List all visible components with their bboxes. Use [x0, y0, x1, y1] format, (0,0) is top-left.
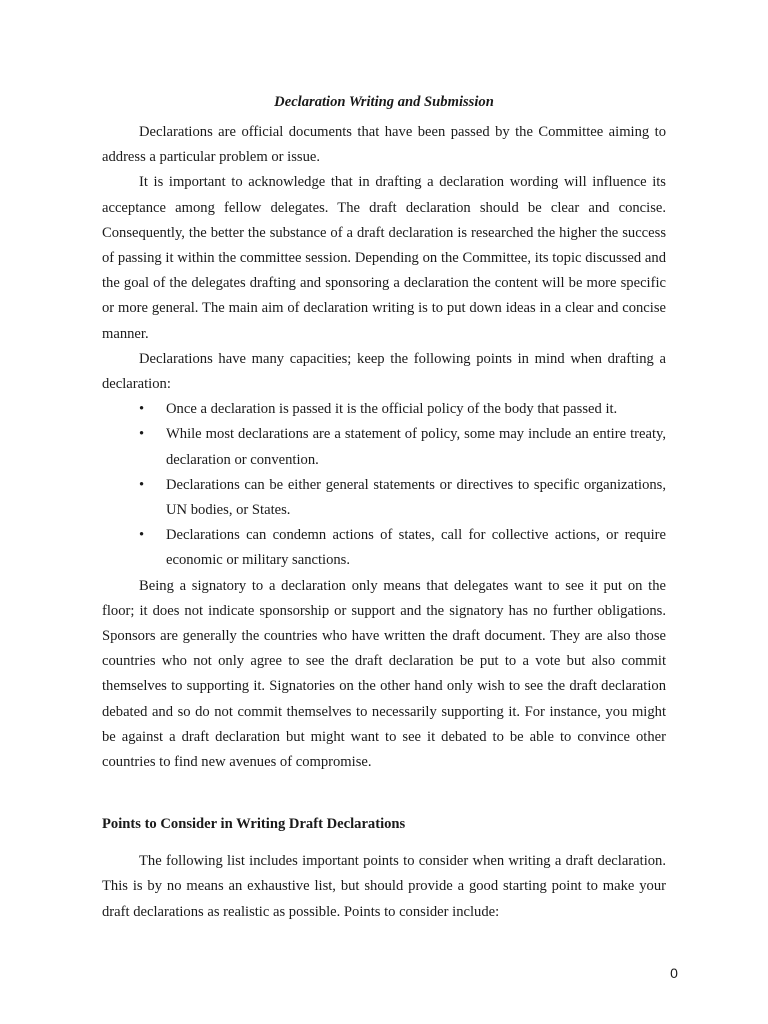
paragraph-drafting: It is important to acknowledge that in drafting a declaration wording will influence its acceptance among fellow delegates. The draft declaration should be clear and concise. Consequently, the better the substance of a draft declaration is researched the higher the success of passing it within the committee session. Depending on the Committee, its topic discussed and the goal of the delegates drafting and sponsoring a declaration the content will be more specific or more general. The main aim of declaration writing is to put down ideas in a clear and concise manner. [102, 174, 666, 342]
document-page [102, 90, 666, 925]
list-item: • Declarations can condemn actions of states, call for collective actions, or require economic or military sanctions. [166, 523, 666, 573]
section-heading: Points to Consider in Writing Draft Declarations [102, 816, 406, 833]
list-item: • Once a declaration is passed it is the official policy of the body that passed it. [166, 397, 666, 422]
capacities-list [102, 397, 666, 573]
list-item: • While most declarations are a statement of policy, some may include an entire treaty, declaration or convention. [166, 422, 666, 472]
list-item: • Declarations can be either general statements or directives to specific organizations, UN bodies, or States. [166, 473, 666, 523]
paragraph-definition: Declarations are official documents that have been passed by the Committee aiming to address a particular problem or issue. [102, 124, 666, 166]
page-number: 0 [670, 965, 678, 981]
paragraph-points-intro: The following list includes important points to consider when writing a draft declaration. This is by no means an exhaustive list, but should provide a good starting point to make your draft declarations as realistic as possible. Points to consider include: [102, 853, 666, 920]
document-title: Declaration Writing and Submission [274, 94, 494, 110]
paragraph-signatory: Being a signatory to a declaration only means that delegates want to see it put on the floor; it does not indicate sponsorship or support and the signatory has no further obligations. Sponsors are generally the countries who have written the draft document. They are also those countries who not only agree to see the draft declaration be put to a vote but also commit themselves to supporting it. Signatories on the other hand only wish to see the draft declaration debated and so do not commit themselves to necessarily supporting it. For instance, you might be against a draft declaration but might want to see it debated to be able to convince other countries to find new avenues of compromise. [102, 577, 666, 771]
paragraph-capacities: Declarations have many capacities; keep the following points in mind when drafting a declaration: [102, 350, 666, 393]
